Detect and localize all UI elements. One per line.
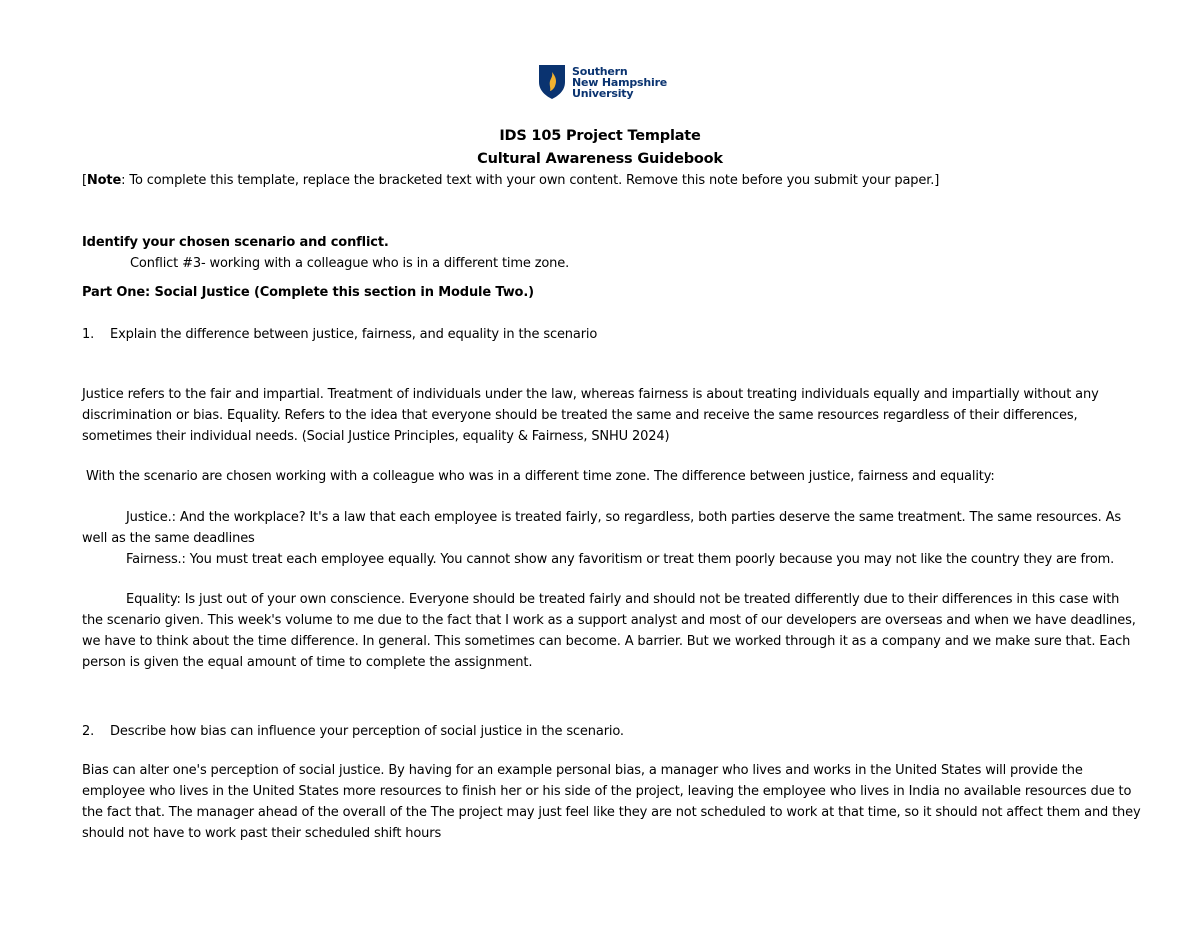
note-label: Note xyxy=(86,173,122,188)
answer-1-equality: Equality: Is just out of your own conscience. Everyone should be treated fairly and should not be treated differently due to their differences in this case with the scenario given. This week's volume to me due to the fact that I work as a support analyst and most of our developers are overseas and when we have deadlines, we have to think about the time difference. In general. This sometimes can become. A barrier. But we worked through it as a company and we make sure that. Each person is given the equal amount of time to complete the assignment. xyxy=(82,592,1136,670)
logo-line-1: Southern xyxy=(572,64,628,78)
answer-1-justice: Justice.: And the workplace? It's a law that each employee is treated fairly, so regardless, both parties deserve the same treatment. The same resources. As well as the same deadlines xyxy=(82,510,1121,546)
scenario-heading: Identify your chosen scenario and conflict. xyxy=(82,235,389,250)
question-2-number: 2. xyxy=(82,724,95,739)
answer-1-fairness: Fairness.: You must treat each employee equally. You cannot show any favoritism or treat them poorly because you may not like the country they are from. xyxy=(126,552,1115,567)
note-open-bracket: [ xyxy=(82,173,87,188)
part-one-heading: Part One: Social Justice (Complete this section in Module Two.) xyxy=(82,285,534,300)
answer-2-paragraph-1: Bias can alter one's perception of social justice. By having for an example personal bias, a manager who lives and works in the United States will provide the employee who lives in the United States more resources to finish her or his side of the project, leaving the employee who lives in India no available resources due to the fact that. The manager ahead of the overall of the The project may just feel like they are not scheduled to work at that time, so it should not affect them and they should not have to work past their scheduled shift hours xyxy=(82,763,1141,841)
question-1-number: 1. xyxy=(82,327,95,342)
question-2-text: Describe how bias can influence your perception of social justice in the scenario. xyxy=(110,724,624,739)
question-2 xyxy=(82,723,624,741)
document-title: IDS 105 Project Template xyxy=(499,128,701,144)
logo-line-3: University xyxy=(572,86,634,100)
question-1 xyxy=(82,326,597,344)
document-subtitle: Cultural Awareness Guidebook xyxy=(477,151,723,167)
answer-1-paragraph-1: Justice refers to the fair and impartial. Treatment of individuals under the law, whereas fairness is about treating individuals equally and impartially without any discrimination or bias. Equality. Refers to the idea that everyone should be treated the same and receive the same resources regardless of their differences, sometimes their individual needs. (Social Justice Principles, equality & Fairness, SNHU 2024) xyxy=(82,387,1099,444)
logo-wordmark xyxy=(572,66,667,99)
answer-1-paragraph-2: With the scenario are chosen working with a colleague who was in a different time zone. The difference between justice, fairness and equality: xyxy=(82,469,995,484)
logo-line-2: New Hampshire xyxy=(572,75,668,89)
template-note xyxy=(82,172,939,190)
shield-flame-icon xyxy=(538,64,566,100)
university-logo xyxy=(538,64,667,100)
question-1-text: Explain the difference between justice, fairness, and equality in the scenario xyxy=(110,327,598,342)
scenario-text: Conflict #3- working with a colleague who is in a different time zone. xyxy=(130,256,570,271)
note-text: : To complete this template, replace the bracketed text with your own content. Remove this note before you submit your paper.] xyxy=(121,173,940,188)
